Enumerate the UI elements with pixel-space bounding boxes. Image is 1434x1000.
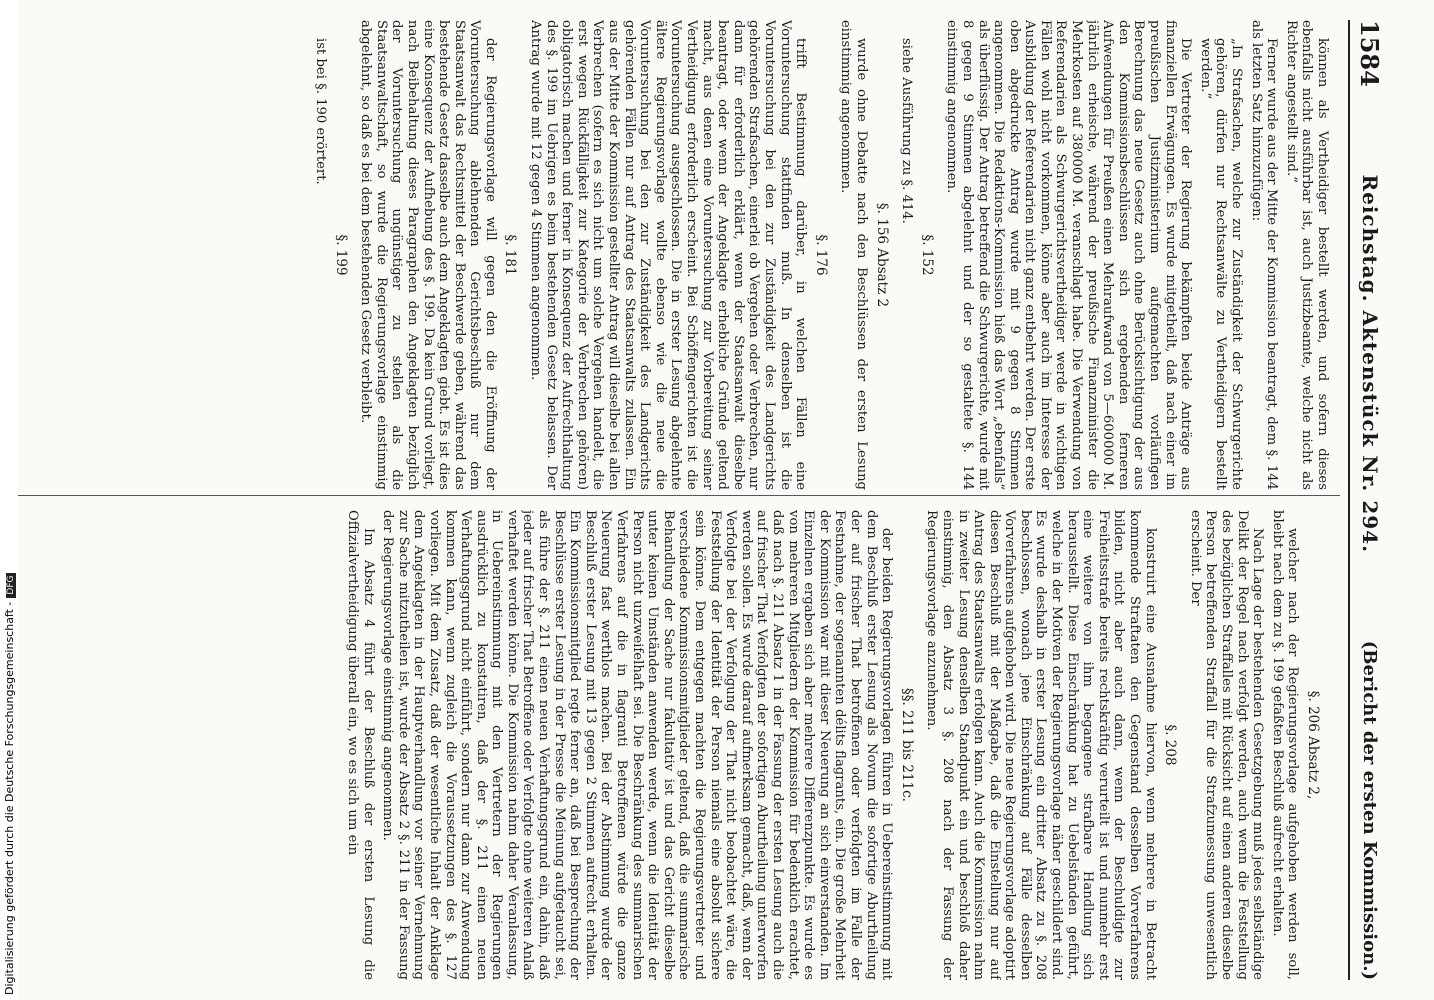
footer-strip bbox=[0, 0, 18, 1000]
paragraph: wurde ohne Debatte nach den Beschlüssen der ersten Lesung einstimmig angenommen. bbox=[838, 20, 869, 490]
paragraph: Die Vertreter der Regierung bekämpften beide Anträge aus finanziellen Erwägungen. Es wurde mitgetheilt, daß nach einer im preußischen Justizministerium aufgemachten vorläufigen Berechnung das neue Gesetz auch ohne Berücksichtigung der aus den Kommissionsbeschlüssen sich ergebenden ferneren Aufwendungen für Preußen einen Mehraufwand von 5—600000 M. jährlich erheische, während der preußische Finanzminister die Mehrkosten auf 380000 M. veranschlagt habe. Die Verwendung von Referendarien als Schwurgerichtsvertheidiger werde in wichtigen Fällen wohl nicht vorkommen, könne aber auch im Interesse der Ausbildung der Referendarien nicht ganz entbehrt werden. Der erste oben abgedruckte Antrag wurde mit 9 gegen 8 Stimmen angenommen. Die Redaktions-Kommission hieß das Wort „ebenfalls“ als überflüssig. Der Antrag betreffend die Schwurgerichte, wurde mit 8 gegen 9 Stimmen abgelehnt und der so gestaltete §. 144 einstimmig angenommen. bbox=[944, 20, 1194, 490]
section-heading: §. 206 Absatz 2, bbox=[1305, 690, 1321, 800]
section-heading: §. 152 bbox=[918, 234, 935, 276]
section-heading: §. 156 Absatz 2 bbox=[873, 202, 890, 308]
section-heading: §. 181 bbox=[502, 234, 519, 276]
paragraph: können als Vertheidiger bestellt werden, und sofern dieses ebenfalls nicht ausführbar ist, auch Justizbeamte, welche nicht als Richter angestellt sind.“ bbox=[1283, 20, 1330, 490]
right-column bbox=[30, 510, 1330, 980]
paragraph: der Regierungsvorlage will gegen den die Eröffnung der Voruntersuchung ablehnenden Gerichtsbeschluß nur dem Staatsanwalt das Rechtsmittel der Beschwerde geben, während das bestehende Gesetz dasselbe auch dem Angeklagten giebt. Es ist dies eine Konsequenz der Aufhebung des §. 199. Da kein Grund vorliegt, nach Beibehaltung dieses Paragraphen den Angeklagten bezüglich der Voruntersuchung ungünstiger zu stellen als die Staatsanwaltschaft, so wurde die Regierungsvorlage einstimmig abgelehnt, so daß es bei dem bestehenden Gesetz verbleibt. bbox=[358, 20, 498, 490]
paragraph: Nach Lage der bestehenden Gesetzgebung muß jedes selbständige Delikt der Regel nach verfolgt werden, auch wenn die Feststellung des bezüglichen Straffalles mit Rücksicht auf einen anderen dieselbe Person betreffenden Straffall für die Strafzumessung unwesentlich erscheint. Der bbox=[1187, 510, 1266, 980]
paragraph: siehe Ausführung zu §. 414. bbox=[899, 38, 915, 224]
paragraph: welcher nach der Regierungsvorlage aufgehoben werden soll, bleibt nach dem zu §. 199 gefaßten Beschluß aufrecht erhalten. bbox=[1269, 510, 1301, 980]
section-heading: §§. 211 bis 211c. bbox=[898, 688, 915, 802]
paragraph: trifft Bestimmung darüber, in welchen Fällen eine Voruntersuchung stattfinden muß. In denselben ist die Voruntersuchung bei den zur Zuständigkeit des Landgerichts gehörenden Strafsachen, einerlei ob Vergehen oder Verbrechen, nur dann für erforderlich erklärt, wenn der Staatsanwalt dieselbe beantragt, oder wenn der Angeklagte erhebliche Gründe geltend macht, aus denen eine Voruntersuchung zur Vorbereitung seiner Vertheidigung erforderlich erscheint. Bei Schöffengerichten ist die Voruntersuchung ausgeschlossen. Die in erster Lesung abgelehnte ältere Regierungsvorlage wollte ebenso wie die neue die Voruntersuchung bei den zur Zuständigkeit des Landgerichts gehörenden Fällen nur auf Antrag des Staatsanwalts zulassen. Ein aus der Mitte der Kommission gestellter Antrag will dieselbe bei allen Verbrechen (sofern es sich nicht um solche Vergehen handelt, die erst wegen Rückfälligkeit zur Kategorie der Verbrechen gehören) obligatorisch machen und ferner in Konsequenz der Aufrechthaltung des §. 199 im Uebrigen es beim bestehenden Gesetz belassen. Der Antrag wurde mit 12 gegen 4 Stimmen angenommen. bbox=[528, 20, 809, 490]
credit-text: Digitalisierung gefördert durch die Deutsche Forschungsgemeinschaft - bbox=[3, 601, 16, 995]
dfg-logo: DFG bbox=[6, 573, 16, 598]
section-heading: §. 208 bbox=[1162, 724, 1179, 766]
page-header bbox=[1348, 20, 1390, 980]
paragraph: Im Absatz 4 führt der Beschluß der ersten Lesung die Offizialvertheidigung überall ein, wo es sich um ein bbox=[344, 510, 376, 980]
paragraph: konstruirt eine Ausnahme hiervon, wenn mehrere in Betracht kommende Straftaten den Gegenstand desselben Vorverfahrens bilden, nicht aber auch dann, wenn der Beschuldigte zur Freiheitsstrafe bereits rechtskräftig verurteilt ist und nunmehr erst eine weitere von ihm begangene strafbare Handlung sich herausstellt. Diese Einschränkung hat zu Uebelständen geführt, welche in der Motiven der Regierungsvorlage näher geschildert sind. Es wurde deshalb in erster Lesung ein dritter Absatz zu §. 208 beschlossen, wonach jene Einschränkung auf Fälle desselben Vorverfahrens aufgehoben wird. Die neue Regierungsvorlage adoptirt diesen Beschluß mit der Maßgabe, daß die Einstellung nur auf Antrag des Staatsanwalts erfolgen kann. Auch die Kommission nahm in zweiter Lesung denselben Standpunkt ein und beschloß daher einstimmig, den Absatz 3 §. 208 nach der Fassung der Regierungsvorlage anzunehmen. bbox=[924, 510, 1158, 980]
page-number: 1584 bbox=[1355, 20, 1385, 87]
column-divider bbox=[10, 495, 1340, 496]
digitization-credit bbox=[3, 573, 16, 995]
section-heading: §. 199 bbox=[332, 234, 349, 276]
paragraph: ist bei §. 190 erörtert. bbox=[312, 38, 328, 185]
section-heading: §. 176 bbox=[812, 234, 829, 276]
paragraph: Ferner wurde aus der Mitte der Kommission beantragt, dem §. 144 als letzten Satz hinzuzufügen: bbox=[1248, 20, 1280, 490]
left-column bbox=[30, 20, 1330, 490]
paragraph: der beiden Regierungsvorlagen führen in Uebereinstimmung mit dem Beschluß erster Lesung als Novum die sofortige Aburtheilung der auf frischer That betroffenen oder verfolgten im Falle der Festnahme, der sogenannten délits flagrants, ein. Die große Mehrheit der Kommission war mit dieser Neuerung an sich einverstanden. Im Einzelnen ergaben sich aber mehrere Differenzpunkte. Es wurde es von mehreren Mitgliedern der Kommission für bedenklich erachtet, daß nach §. 211 Absatz 1 in der Fassung der ersten Lesung auch die auf frischer That Verfolgten der sofortigen Aburtheilung unterworfen werden sollen. Es wurde darauf aufmerksam gemacht, daß, wenn der Verfolgte bei der Verfolgung der That nicht beobachtet wäre, die Feststellung der Identität der Person niemals eine absolut sichere sein könne. Dem entgegen machten die Regierungsvertreter und verschiedene Kommissionsmitglieder geltend, daß die summarische Behandlung der Sache nur fakultativ ist und das Gericht dieselbe unter keinen Umständen anwenden werde, wenn die Identität der Person nicht unzweifelhaft sei. Die Beschränkung des summarischen Verfahrens auf die in flagranti Betroffenen würde die ganze Neuerung fast werthlos machen. Bei der Abstimmung wurde der Beschluß erster Lesung mit 13 gegen 2 Stimmen aufrecht erhalten. Ein Kommissionsmitglied regte ferner an, daß bei Besprechung der Beschlüsse erster Lesung in der Presse die Meinung aufgetaucht sei, als führe der §. 211 einen neuen Verhaftungsgrund ein, dahin, daß jeder auf frischer That Betroffene oder Verfolgte ohne weiteren Anlaß verhaftet werden könne. Die Kommission nahm daher Veranlassung, in Uebereinstimmung mit den Vertretern der Regierungen ausdrücklich zu konstatiren, daß der §. 211 einen neuen Verhaftungsgrund nicht einführt, sondern nur dann zur Anwendung kommen kann, wenn zugleich die Voraussetzungen des §. 127 vorliegen. Mit dem Zusatz, daß der wesentliche Inhalt der Anklage dem Angeklagten in der Hauptverhandlung vor seiner Vernehmung zur Sache mitzutheilen ist, wurde der Absatz 2 §. 211 in der Fassung der Regierungsvorlage einstimmig angenommen. bbox=[380, 510, 895, 980]
page-subtitle: (Bericht der ersten Kommission.) bbox=[1359, 640, 1381, 980]
page-title: Reichstag. Aktenstück Nr. 294. bbox=[1358, 174, 1382, 554]
paragraph: „In Strafsachen, welche zur Zuständigkeit der Schwurgerichte gehören, dürfen nur Rechtsanwälte zu Vertheidigern bestellt werden.“ bbox=[1197, 38, 1245, 490]
